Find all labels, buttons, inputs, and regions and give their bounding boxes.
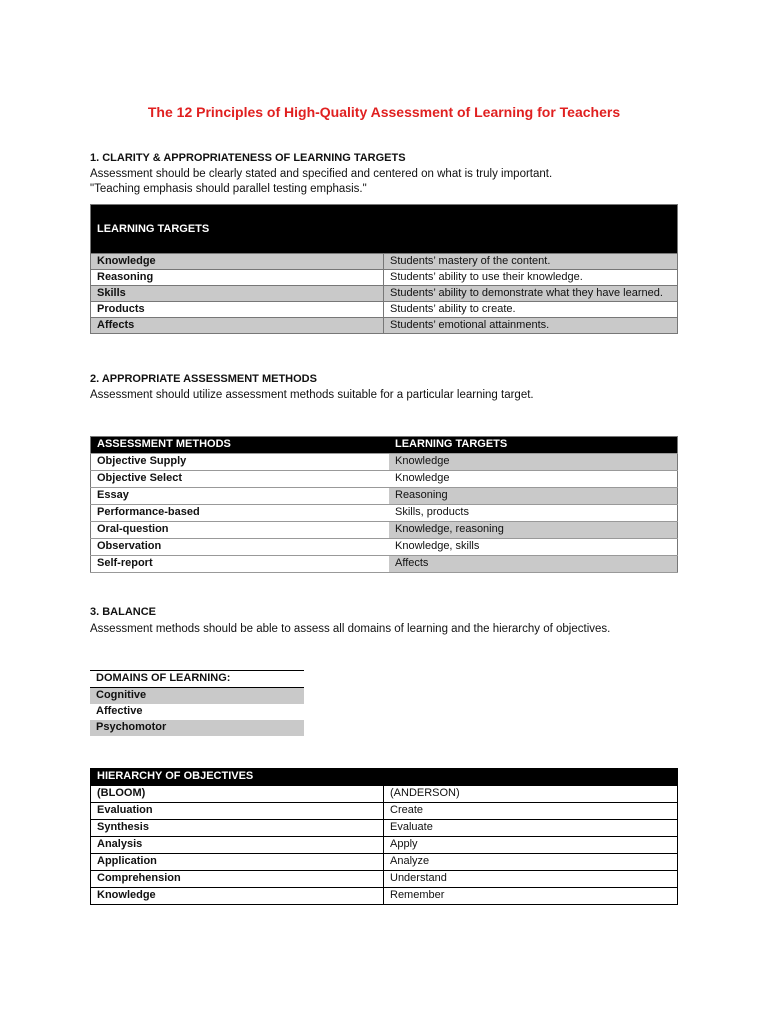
method-target: Knowledge <box>389 471 678 488</box>
table-row <box>91 556 678 573</box>
method-target: Knowledge, skills <box>389 539 678 556</box>
table-row <box>91 318 678 334</box>
method-name: Objective Select <box>91 471 390 488</box>
target-name: Skills <box>91 286 384 302</box>
method-target: Affects <box>389 556 678 573</box>
domain-item: Psychomotor <box>90 720 304 736</box>
table-row <box>91 803 678 820</box>
target-name: Affects <box>91 318 384 334</box>
method-target: Knowledge, reasoning <box>389 522 678 539</box>
method-name: Self-report <box>91 556 390 573</box>
section-1-text: Assessment should be clearly stated and specified and centered on what is truly important. <box>90 168 553 180</box>
section-1-quote: "Teaching emphasis should parallel testing emphasis." <box>90 183 367 195</box>
table-row <box>91 270 678 286</box>
bloom-level: Synthesis <box>91 820 384 837</box>
domains-header: DOMAINS OF LEARNING: <box>90 671 304 688</box>
domain-item: Affective <box>96 705 143 717</box>
table-row <box>91 871 678 888</box>
table-row <box>91 302 678 318</box>
target-name: Reasoning <box>91 270 384 286</box>
methods-column-header: ASSESSMENT METHODS <box>91 437 390 454</box>
anderson-level: Evaluate <box>384 820 678 837</box>
table-row <box>91 454 678 471</box>
section-2-text: Assessment should utilize assessment methods suitable for a particular learning target. <box>90 389 534 401</box>
bloom-level: Application <box>91 854 384 871</box>
table-row <box>91 539 678 556</box>
table-row <box>91 837 678 854</box>
anderson-level: Apply <box>384 837 678 854</box>
target-description: Students’ ability to create. <box>384 302 678 318</box>
bloom-level: Knowledge <box>91 888 384 905</box>
anderson-level: Create <box>384 803 678 820</box>
bloom-level: Evaluation <box>91 803 384 820</box>
target-name: Knowledge <box>91 254 384 270</box>
section-2-heading: 2. APPROPRIATE ASSESSMENT METHODS <box>90 373 317 385</box>
target-description: Students’ emotional attainments. <box>384 318 678 334</box>
anderson-level: Understand <box>384 871 678 888</box>
table-row <box>91 471 678 488</box>
learning-targets-table <box>90 204 678 334</box>
target-description: Students’ mastery of the content. <box>384 254 678 270</box>
table-row <box>91 820 678 837</box>
domain-item: Cognitive <box>90 688 304 705</box>
document-title: The 12 Principles of High-Quality Assessment of Learning for Teachers <box>147 104 621 120</box>
anderson-level: Analyze <box>384 854 678 871</box>
table-row <box>91 286 678 302</box>
table-row <box>91 786 678 803</box>
anderson-subheader: (ANDERSON) <box>384 786 678 803</box>
section-3-heading: 3. BALANCE <box>90 606 157 618</box>
bloom-level: Comprehension <box>91 871 384 888</box>
bloom-level: Analysis <box>91 837 384 854</box>
section-1-heading: 1. CLARITY & APPROPRIATENESS OF LEARNING TARGETS <box>90 152 406 164</box>
method-target: Knowledge <box>389 454 678 471</box>
method-target: Reasoning <box>389 488 678 505</box>
method-name: Performance-based <box>91 505 390 522</box>
method-name: Essay <box>91 488 390 505</box>
assessment-methods-table <box>90 436 678 573</box>
domains-table <box>90 670 304 736</box>
method-name: Oral-question <box>91 522 390 539</box>
table-row <box>91 488 678 505</box>
table-row <box>91 505 678 522</box>
section-3-text: Assessment methods should be able to assess all domains of learning and the hierarchy of objectives. <box>90 623 611 635</box>
table-row <box>91 888 678 905</box>
table-row <box>91 254 678 270</box>
target-description: Students’ ability to use their knowledge. <box>384 270 678 286</box>
hierarchy-table <box>90 768 678 905</box>
target-name: Products <box>91 302 384 318</box>
table-row <box>90 688 304 705</box>
method-target: Skills, products <box>389 505 678 522</box>
learning-targets-header: LEARNING TARGETS <box>91 205 678 254</box>
table-row <box>91 854 678 871</box>
table-row <box>91 522 678 539</box>
targets-column-header: LEARNING TARGETS <box>389 437 678 454</box>
method-name: Objective Supply <box>91 454 390 471</box>
anderson-level: Remember <box>384 888 678 905</box>
hierarchy-header: HIERARCHY OF OBJECTIVES <box>91 769 678 786</box>
target-description: Students’ ability to demonstrate what they have learned. <box>384 286 678 302</box>
bloom-subheader: (BLOOM) <box>91 786 384 803</box>
method-name: Observation <box>91 539 390 556</box>
table-row <box>90 704 304 720</box>
table-row <box>90 720 304 736</box>
